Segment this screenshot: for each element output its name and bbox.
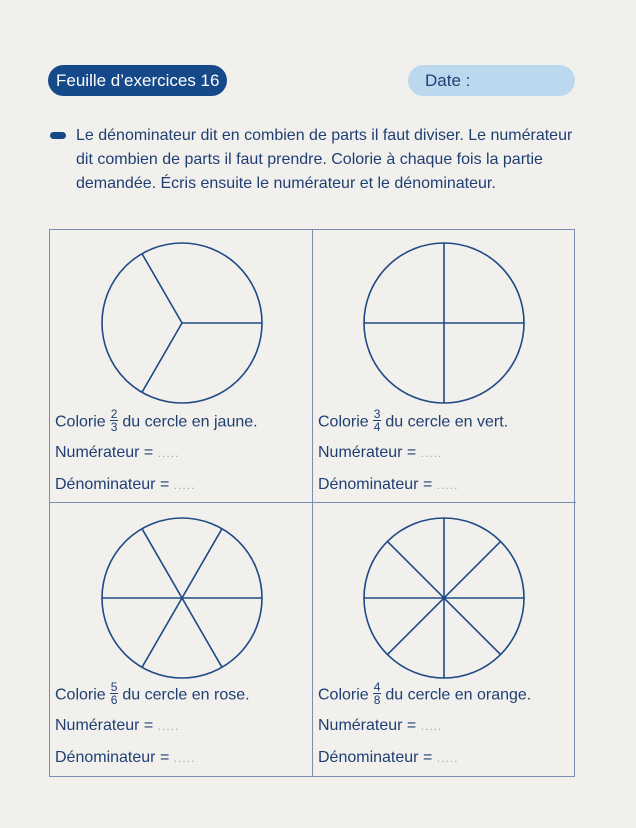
numerator-label: Numérateur = (55, 717, 154, 734)
instruction-line (318, 407, 509, 435)
prefix-text: Colorie (55, 413, 106, 431)
exercise-cell-4 (313, 503, 576, 777)
denominator-blank[interactable]: ..... (173, 751, 196, 765)
fraction (373, 681, 382, 706)
suffix-text: du cercle en jaune. (122, 413, 258, 431)
numerator-line (318, 444, 442, 462)
fraction-numerator: 3 (373, 407, 381, 421)
numerator-label: Numérateur = (318, 444, 417, 461)
numerator-label: Numérateur = (318, 717, 417, 734)
fraction (110, 681, 119, 706)
numerator-line (318, 717, 442, 735)
instruction-line (318, 680, 532, 708)
exercise-cell-3 (50, 503, 313, 777)
denominator-line (55, 476, 195, 494)
denominator-label: Dénominateur = (318, 749, 433, 766)
numerator-blank[interactable]: ..... (420, 446, 443, 460)
fraction-numerator: 4 (373, 680, 381, 694)
fraction (373, 408, 382, 433)
fraction-denominator: 3 (110, 420, 118, 434)
suffix-text: du cercle en orange. (385, 686, 532, 704)
date-label: Date : (425, 71, 471, 90)
circle-divided-in-8-icon[interactable] (361, 515, 527, 681)
instructions-text: Le dénominateur dit en combien de parts il faut diviser. Le numérateur dit combien de parts il faut prendre. Colorie à chaque fois la partie demandée. Écris ensuite le numérateur et le dénominateur. (76, 127, 573, 192)
exercise-cell-1 (50, 230, 313, 503)
denominator-line (318, 476, 458, 494)
denominator-blank[interactable]: ..... (436, 751, 459, 765)
circle-divided-in-6-icon[interactable] (99, 515, 265, 681)
exercise-grid (49, 229, 575, 777)
date-field[interactable] (408, 65, 575, 96)
fraction-numerator: 5 (110, 680, 118, 694)
denominator-line (55, 749, 195, 767)
prefix-text: Colorie (55, 686, 106, 704)
exercise-cell-2 (313, 230, 576, 503)
fraction-denominator: 6 (110, 693, 118, 707)
denominator-blank[interactable]: ..... (436, 478, 459, 492)
worksheet-title: Feuille d’exercices 16 (48, 65, 227, 96)
denominator-label: Dénominateur = (55, 749, 170, 766)
suffix-text: du cercle en vert. (385, 413, 509, 431)
denominator-blank[interactable]: ..... (173, 478, 196, 492)
denominator-label: Dénominateur = (55, 476, 170, 493)
bullet-icon (50, 132, 66, 139)
numerator-blank[interactable]: ..... (157, 719, 180, 733)
circle-divided-in-4-icon[interactable] (361, 240, 527, 406)
numerator-label: Numérateur = (55, 444, 154, 461)
fraction-denominator: 8 (373, 693, 381, 707)
prefix-text: Colorie (318, 686, 369, 704)
fraction (110, 408, 119, 433)
fraction-denominator: 4 (373, 420, 381, 434)
circle-divided-in-3-icon[interactable] (99, 240, 265, 406)
prefix-text: Colorie (318, 413, 369, 431)
numerator-line (55, 444, 179, 462)
numerator-blank[interactable]: ..... (157, 446, 180, 460)
denominator-label: Dénominateur = (318, 476, 433, 493)
instruction-line (55, 407, 258, 435)
instruction-line (55, 680, 250, 708)
denominator-line (318, 749, 458, 767)
numerator-blank[interactable]: ..... (420, 719, 443, 733)
suffix-text: du cercle en rose. (122, 686, 250, 704)
fraction-numerator: 2 (110, 407, 118, 421)
numerator-line (55, 717, 179, 735)
